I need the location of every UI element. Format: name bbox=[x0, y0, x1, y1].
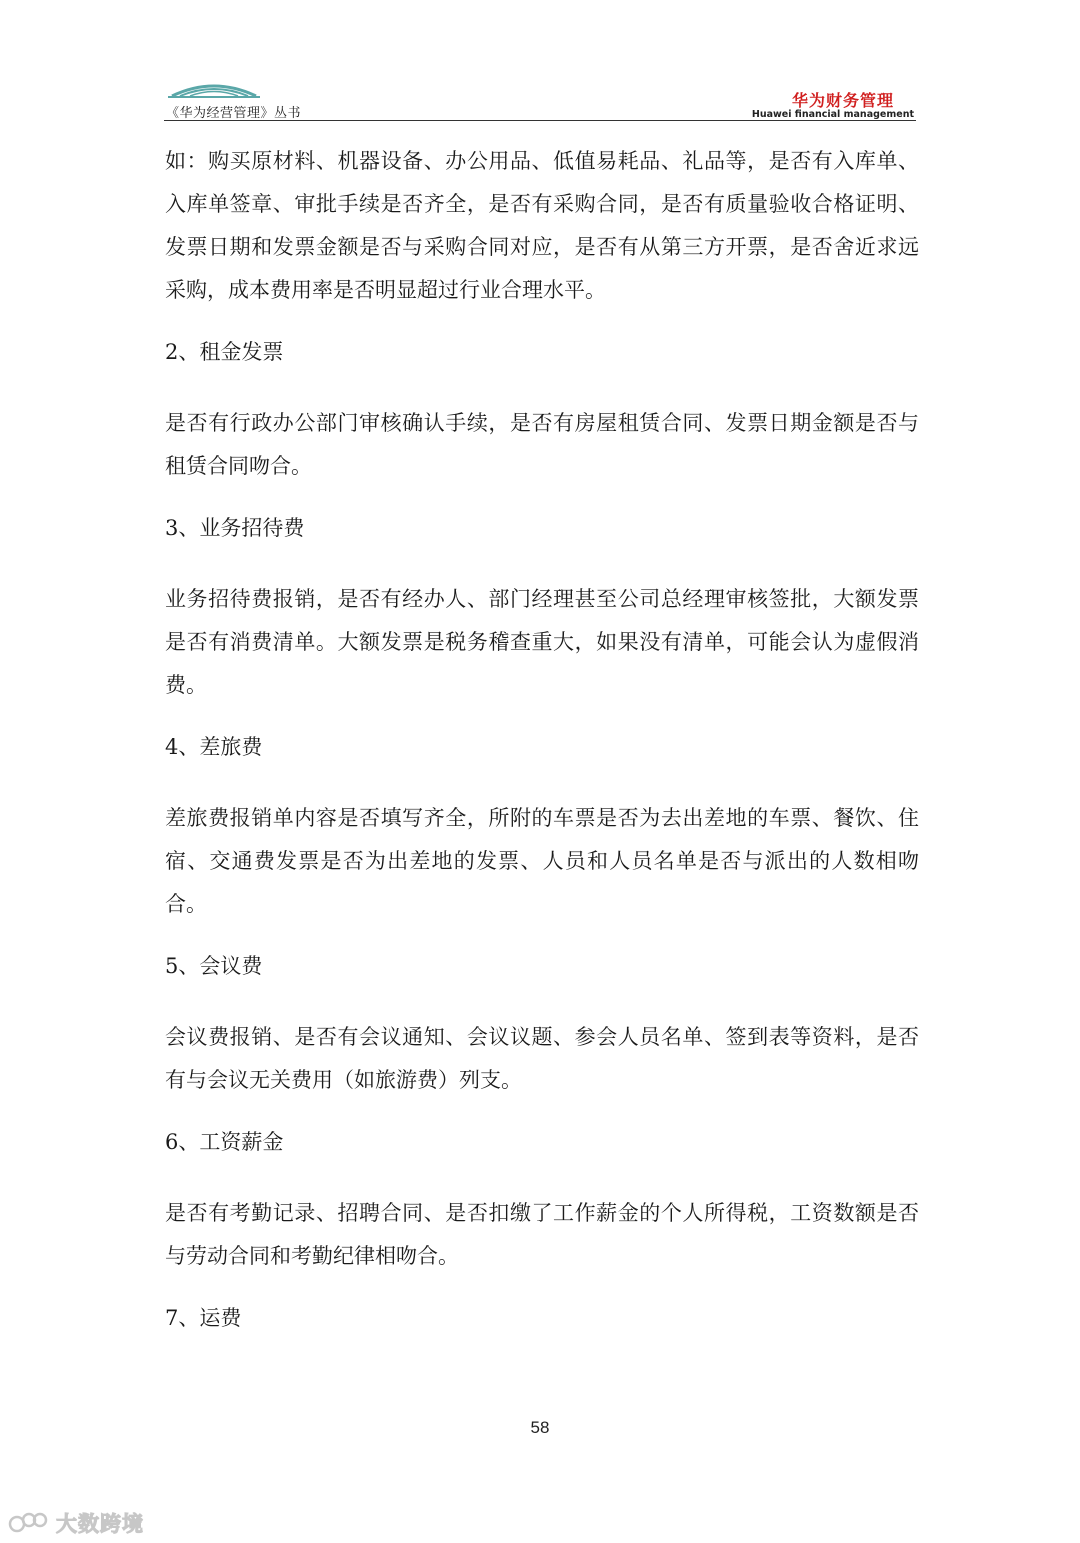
brand-title-en: Huawei financial management bbox=[751, 109, 914, 120]
section-paragraph: 会议费报销、是否有会议通知、会议议题、参会人员名单、签到表等资料，是否有与会议无关费用（如旅游费）列支。 bbox=[165, 1025, 919, 1092]
watermark bbox=[8, 1508, 144, 1538]
document-body bbox=[165, 140, 919, 1368]
section-paragraph: 业务招待费报销，是否有经办人、部门经理甚至公司总经理审核签批，大额发票是否有消费清单。大额发票是税务稽查重大，如果没有清单，可能会认为虚假消费。 bbox=[165, 587, 919, 697]
section-heading: 6、工资薪金 bbox=[165, 1130, 284, 1154]
header-divider bbox=[164, 120, 916, 121]
watermark-text: 大数跨境 bbox=[56, 1512, 144, 1536]
intro-paragraph: 如：购买原材料、机器设备、办公用品、低值易耗品、礼品等，是否有入库单、入库单签章、审批手续是否齐全，是否有采购合同，是否有质量验收合格证明、发票日期和发票金额是否与采购合同对应，是否有从第三方开票，是否舍近求远采购，成本费用率是否明显超过行业合理水平。 bbox=[165, 149, 919, 302]
logo-icon bbox=[168, 78, 260, 100]
section-heading: 2、租金发票 bbox=[165, 340, 284, 364]
page-header bbox=[0, 0, 1080, 130]
section-heading: 5、会议费 bbox=[165, 954, 263, 978]
section-heading: 4、差旅费 bbox=[165, 735, 263, 759]
watermark-logo-icon bbox=[8, 1510, 50, 1536]
section-heading: 7、运费 bbox=[165, 1306, 242, 1330]
section-paragraph: 是否有行政办公部门审核确认手续，是否有房屋租赁合同、发票日期金额是否与租赁合同吻合。 bbox=[165, 411, 919, 478]
section-heading: 3、业务招待费 bbox=[165, 516, 305, 540]
section-paragraph: 是否有考勤记录、招聘合同、是否扣缴了工作薪金的个人所得税，工资数额是否与劳动合同和考勤纪律相吻合。 bbox=[165, 1201, 919, 1268]
series-title: 《华为经营管理》丛书 bbox=[166, 106, 302, 121]
brand-title-cn: 华为财务管理 bbox=[791, 91, 894, 110]
page-number: 58 bbox=[530, 1418, 550, 1437]
section-paragraph: 差旅费报销单内容是否填写齐全，所附的车票是否为去出差地的车票、餐饮、住宿、交通费发票是否为出差地的发票、人员和人员名单是否与派出的人数相吻合。 bbox=[165, 806, 919, 916]
